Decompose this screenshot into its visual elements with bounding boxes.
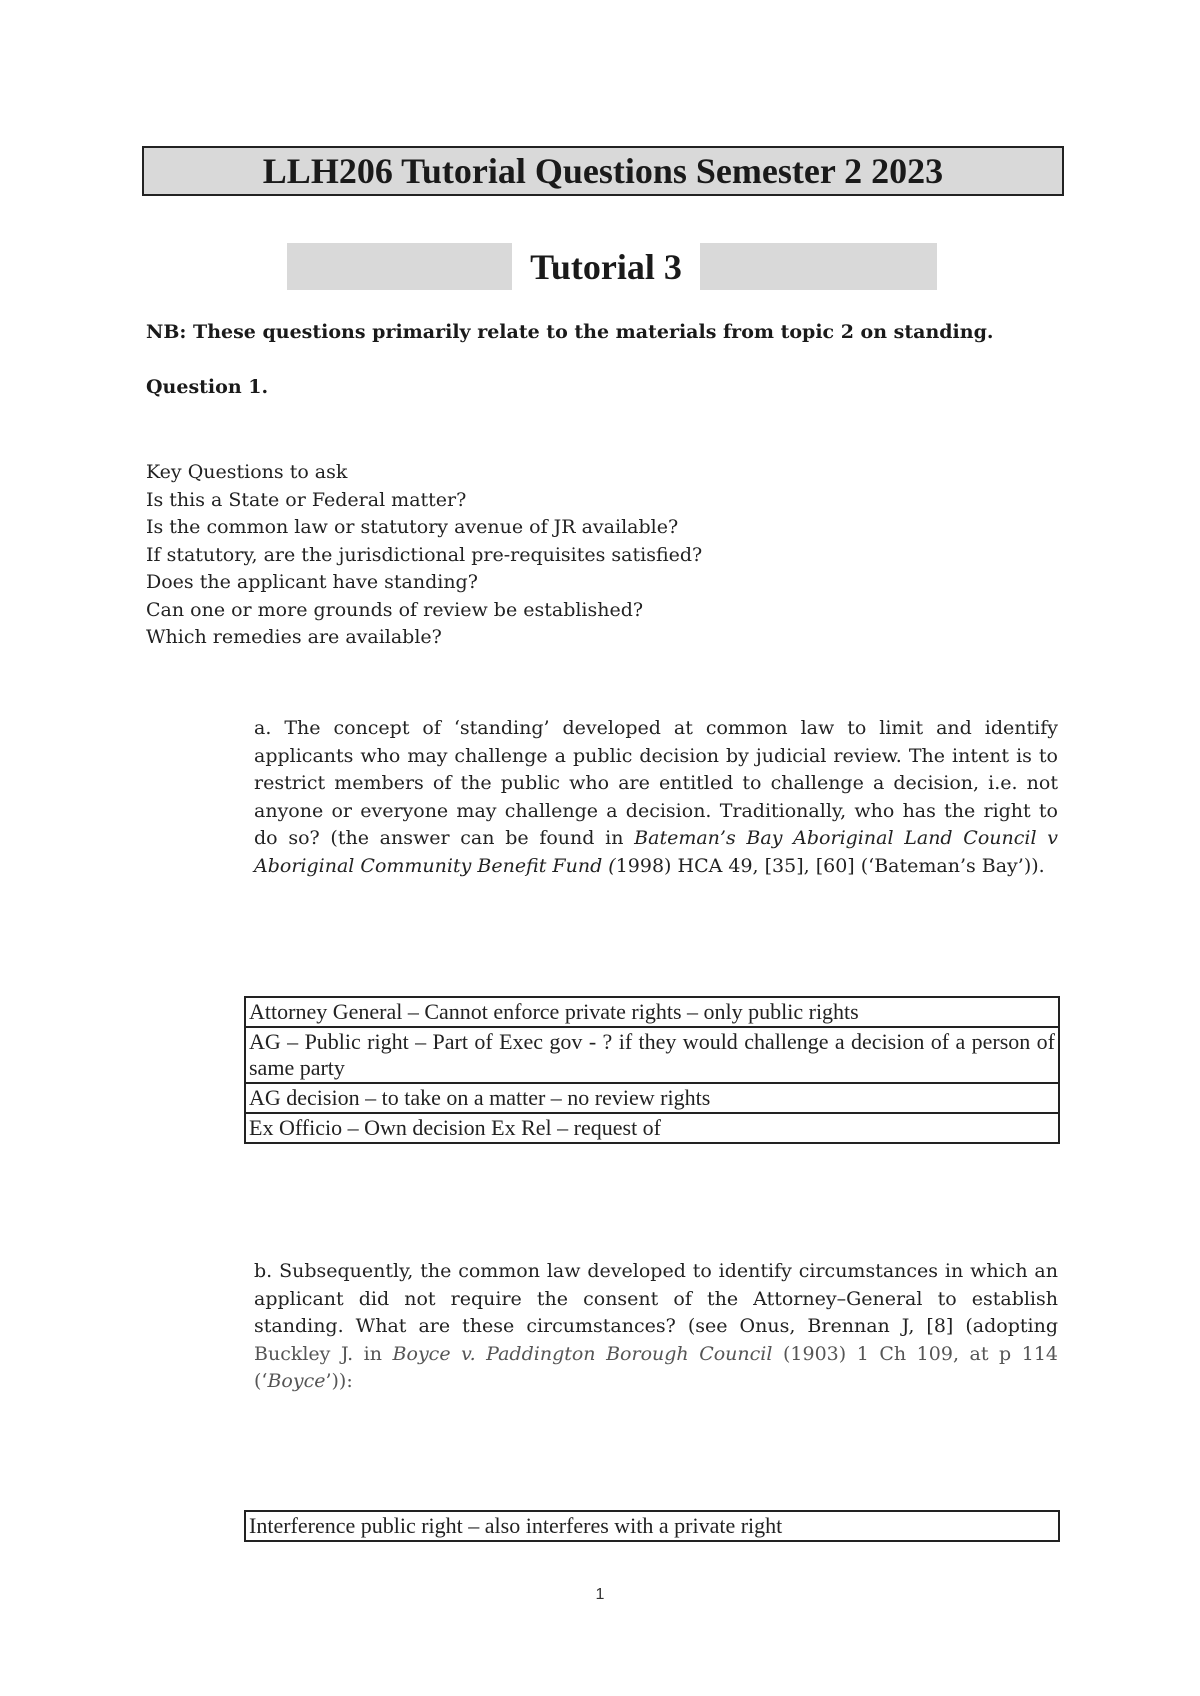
part-b-closing: ’)): (325, 1370, 353, 1392)
key-question-item: If statutory, are the jurisdictional pre-requisites satisfied? (146, 543, 703, 566)
table-row (245, 1511, 1059, 1541)
table-cell: Attorney General – Cannot enforce private rights – only public rights (245, 997, 1059, 1027)
nb-note: NB: These questions primarily relate to the materials from topic 2 on standing. (146, 321, 994, 343)
document-title (142, 146, 1064, 196)
part-a-paragraph (254, 715, 1058, 880)
key-questions-heading: Key Questions to ask (146, 461, 348, 483)
part-a-text: a. The concept of ‘standing’ developed at common law to limit and identify applicants who may challenge a public decision by judicial review. The intent is to restrict members of the public who are entitled to challenge a decision, i.e. not anyone or everyone may challenge a decision. Traditionally, who has the right to do so? (the answer can be found in (254, 717, 1058, 849)
table-cell: AG – Public right – Part of Exec gov - ? if they would challenge a decision of a person of same party (245, 1027, 1059, 1083)
tutorial-heading: Tutorial 3 (530, 246, 682, 287)
key-questions-list (146, 459, 702, 652)
part-b-short-name: Boyce (267, 1370, 326, 1392)
answer-table-b (244, 1510, 1060, 1542)
key-question-item: Is the common law or statutory avenue of JR available? (146, 516, 679, 538)
table-row (245, 1027, 1059, 1083)
answer-table-a (244, 996, 1060, 1144)
part-b-paragraph (254, 1258, 1058, 1396)
part-b-grey-text: Buckley J. in (254, 1342, 393, 1365)
part-b-case-name: Boyce v. Paddington Borough Council (392, 1342, 773, 1365)
key-question-item: Can one or more grounds of review be established? (146, 598, 644, 621)
table-row (245, 997, 1059, 1027)
page-number: 1 (595, 1586, 605, 1603)
key-question-item: Is this a State or Federal matter? (146, 488, 467, 511)
document-title-text: LLH206 Tutorial Questions Semester 2 2023 (262, 151, 944, 191)
key-question-item: Which remedies are available? (146, 626, 442, 648)
part-b-citation: (1903) 1 Ch 109, at p 114 (‘ (254, 1342, 1059, 1392)
question-heading: Question 1. (146, 376, 269, 398)
subtitle-shade-right (700, 243, 937, 290)
table-row (245, 1113, 1059, 1143)
table-cell: AG decision – to take on a matter – no review rights (245, 1083, 1059, 1113)
table-cell: Ex Officio – Own decision Ex Rel – request of (245, 1113, 1059, 1143)
part-b-text: b. Subsequently, the common law developed to identify circumstances in which an applicant did not require the consent of the Attorney–General to establish standing. What are these circumstances? (see Onus, Brennan J, [8] (adopting (254, 1260, 1058, 1337)
part-a-case-name: Bateman’s Bay Aboriginal Land Council v Aboriginal Community Benefit Fund ( (254, 827, 1058, 877)
part-a-citation: 1998) HCA 49, [35], [60] (‘Bateman’s Bay’)). (615, 854, 1045, 877)
table-cell: Interference public right – also interferes with a private right (245, 1511, 1059, 1541)
table-row (245, 1083, 1059, 1113)
subtitle-shade-left (287, 243, 512, 290)
key-question-item: Does the applicant have standing? (146, 571, 478, 593)
